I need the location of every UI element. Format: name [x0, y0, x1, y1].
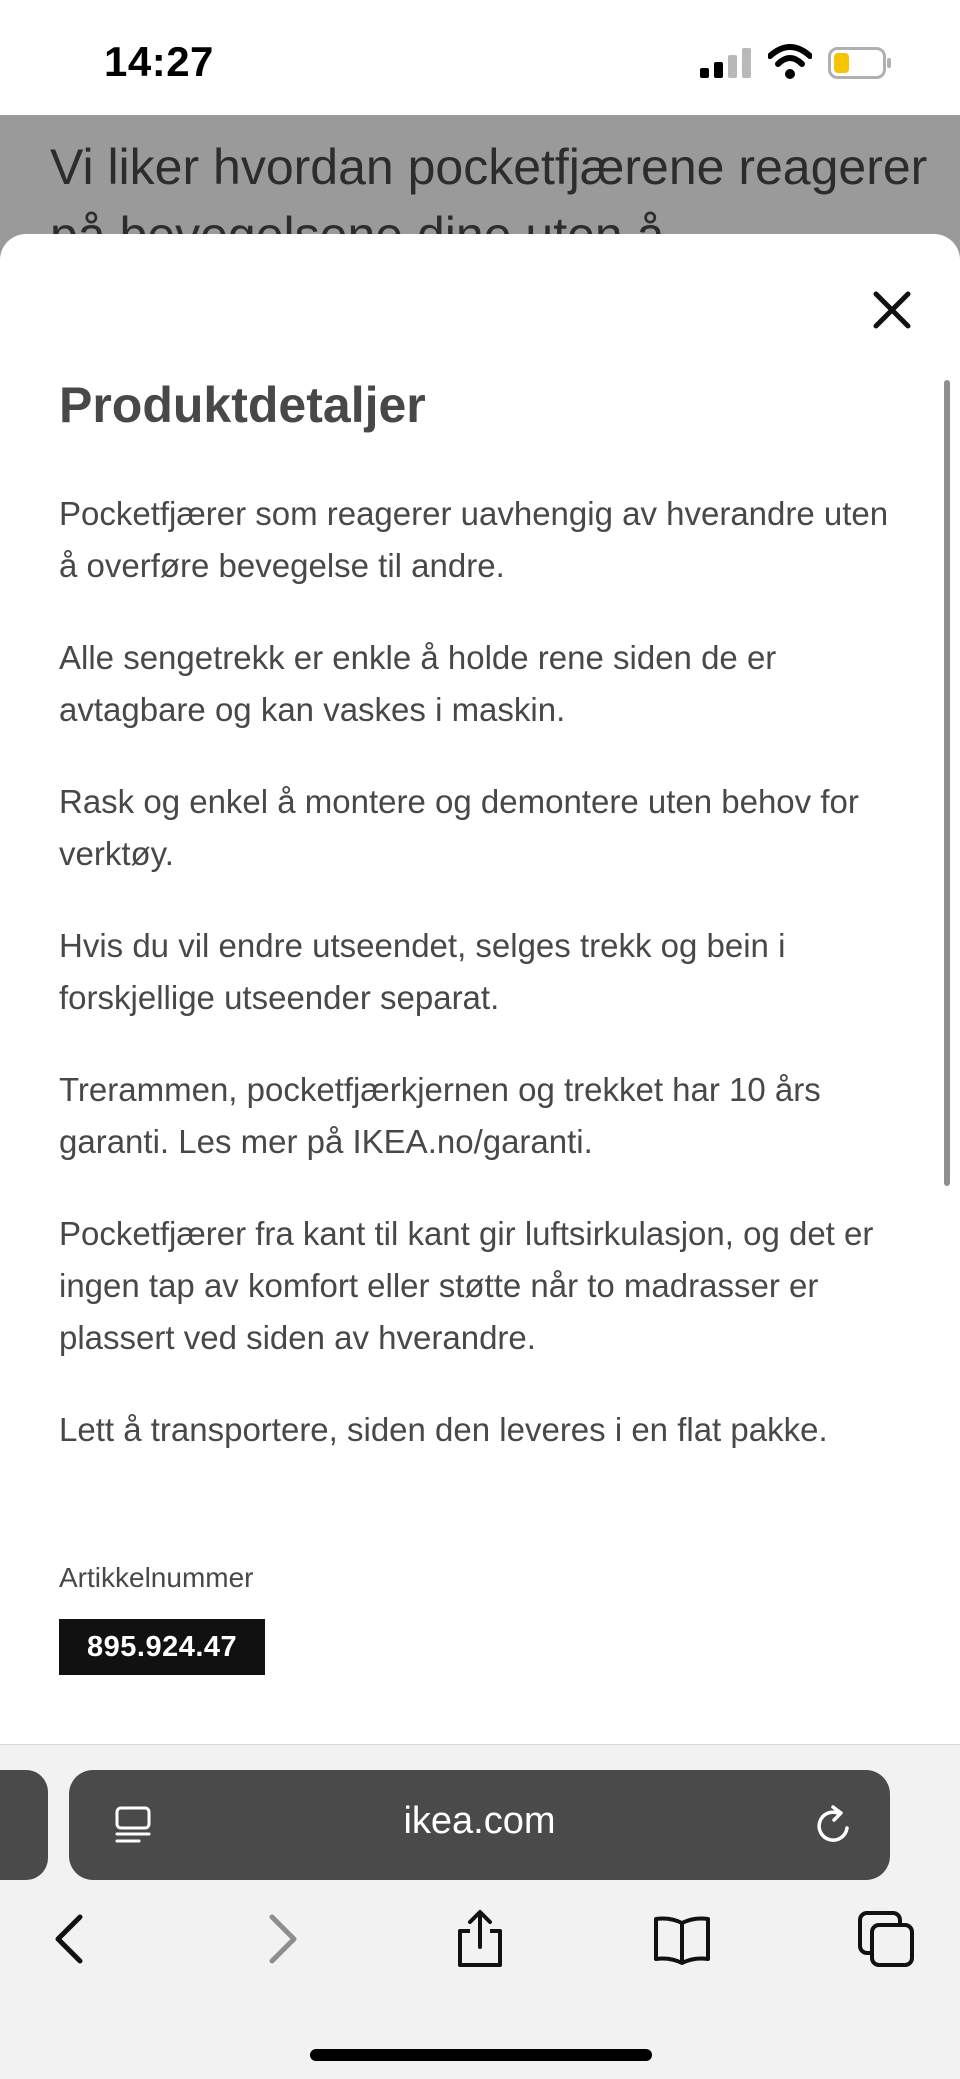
share-icon[interactable] — [450, 1909, 510, 1969]
close-icon[interactable] — [862, 280, 922, 340]
forward-icon[interactable] — [250, 1909, 310, 1969]
detail-paragraph: Hvis du vil endre utseendet, selges trekk og bein i forskjellige utseender separat. — [59, 927, 786, 1016]
previous-tab-preview[interactable] — [0, 1770, 48, 1880]
status-bar — [0, 0, 960, 115]
detail-paragraph: Lett å transportere, siden den leveres i en flat pakke. — [59, 1411, 828, 1448]
detail-paragraph: Pocketfjærer fra kant til kant gir luftsirkulasjon, og det er ingen tap av komfort eller støtte når to madrasser er plassert ved siden av hverandre. — [59, 1215, 874, 1356]
back-icon[interactable] — [42, 1909, 102, 1969]
detail-paragraph: Trerammen, pocketfjærkjernen og trekket har 10 års garanti. Les mer på IKEA.no/garanti. — [59, 1071, 821, 1160]
product-details-list — [59, 488, 909, 1496]
article-number-badge: 895.924.47 — [59, 1619, 265, 1675]
reload-icon[interactable] — [811, 1803, 857, 1849]
detail-paragraph: Alle sengetrekk er enkle å holde rene siden de er avtagbare og kan vaskes i maskin. — [59, 639, 777, 728]
browser-toolbar — [0, 1744, 960, 2079]
wifi-icon — [768, 44, 812, 80]
sheet-title: Produktdetaljer — [59, 377, 426, 433]
scrollbar[interactable] — [944, 380, 950, 1186]
detail-paragraph: Rask og enkel å montere og demontere uten behov for verktøy. — [59, 783, 859, 872]
status-time: 14:27 — [104, 38, 214, 85]
bookmarks-icon[interactable] — [652, 1909, 712, 1969]
battery-low-icon — [828, 47, 892, 79]
tabs-icon[interactable] — [856, 1909, 916, 1969]
detail-paragraph: Pocketfjærer som reagerer uavhengig av hverandre uten å overføre bevegelse til andre. — [59, 495, 889, 584]
background-page-heading: Vi liker hvordan pocketfjærene reagerer — [50, 139, 928, 195]
address-bar[interactable] — [69, 1770, 890, 1880]
url-text[interactable]: ikea.com — [403, 1800, 556, 1842]
article-number-label: Artikkelnummer — [59, 1562, 254, 1593]
cellular-signal-icon — [700, 46, 752, 78]
home-indicator[interactable] — [310, 2049, 652, 2061]
product-details-sheet — [0, 234, 960, 1744]
